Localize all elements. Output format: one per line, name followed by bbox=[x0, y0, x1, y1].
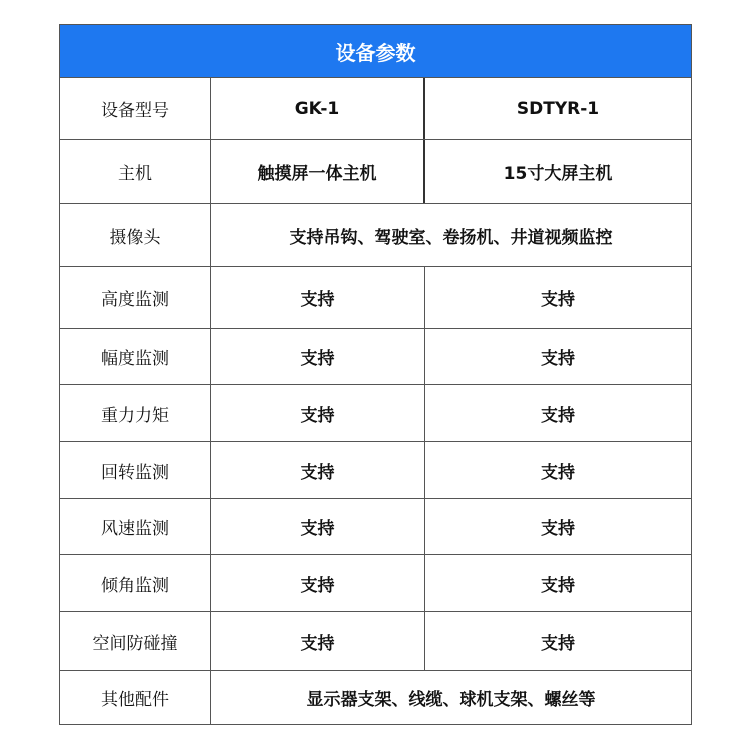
row-camera bbox=[60, 204, 691, 267]
row-label: 空间防碰撞 bbox=[60, 612, 211, 670]
row-rotation bbox=[60, 442, 691, 499]
moment-a-cell: 支持 bbox=[211, 385, 425, 441]
row-host bbox=[60, 140, 691, 204]
row-label: 幅度监测 bbox=[60, 329, 211, 384]
row-wind bbox=[60, 499, 691, 555]
rotation-a-cell: 支持 bbox=[211, 442, 425, 498]
wind-a-cell: 支持 bbox=[211, 499, 425, 554]
row-label: 其他配件 bbox=[60, 671, 211, 724]
table-title: 设备参数 bbox=[60, 25, 691, 78]
row-tilt bbox=[60, 555, 691, 612]
row-label: 重力力矩 bbox=[60, 385, 211, 441]
height-b-cell: 支持 bbox=[541, 290, 575, 310]
row-label: 主机 bbox=[60, 140, 211, 203]
model-a-cell: GK-1 bbox=[211, 78, 425, 139]
row-anticollision bbox=[60, 612, 691, 671]
row-height bbox=[60, 267, 691, 329]
tilt-b-cell: 支持 bbox=[541, 575, 575, 596]
row-label: 风速监测 bbox=[60, 499, 211, 554]
moment-b-cell: 支持 bbox=[541, 405, 575, 426]
row-accessories bbox=[60, 671, 691, 724]
host-b-cell: 15寸大屏主机 bbox=[503, 164, 613, 184]
anticollision-a-cell: 支持 bbox=[211, 612, 425, 670]
camera-span-cell: 支持吊钩、驾驶室、卷扬机、井道视频监控 bbox=[289, 227, 613, 248]
row-amplitude bbox=[60, 329, 691, 385]
accessories-span-cell: 显示器支架、线缆、球机支架、螺丝等 bbox=[306, 690, 596, 710]
spec-table bbox=[59, 24, 692, 725]
tilt-a-cell: 支持 bbox=[211, 555, 425, 611]
row-model bbox=[60, 78, 691, 140]
row-label: 回转监测 bbox=[60, 442, 211, 498]
model-b-cell: SDTYR-1 bbox=[516, 98, 600, 119]
amplitude-b-cell: 支持 bbox=[541, 349, 575, 369]
row-label: 摄像头 bbox=[60, 204, 211, 266]
wind-b-cell: 支持 bbox=[541, 519, 575, 539]
row-moment bbox=[60, 385, 691, 442]
host-a-cell: 触摸屏一体主机 bbox=[211, 140, 425, 203]
rotation-b-cell: 支持 bbox=[541, 462, 575, 483]
row-label: 倾角监测 bbox=[60, 555, 211, 611]
amplitude-a-cell: 支持 bbox=[211, 329, 425, 384]
height-a-cell: 支持 bbox=[211, 267, 425, 328]
row-label: 高度监测 bbox=[60, 267, 211, 328]
row-label: 设备型号 bbox=[60, 78, 211, 139]
anticollision-b-cell: 支持 bbox=[541, 633, 575, 654]
